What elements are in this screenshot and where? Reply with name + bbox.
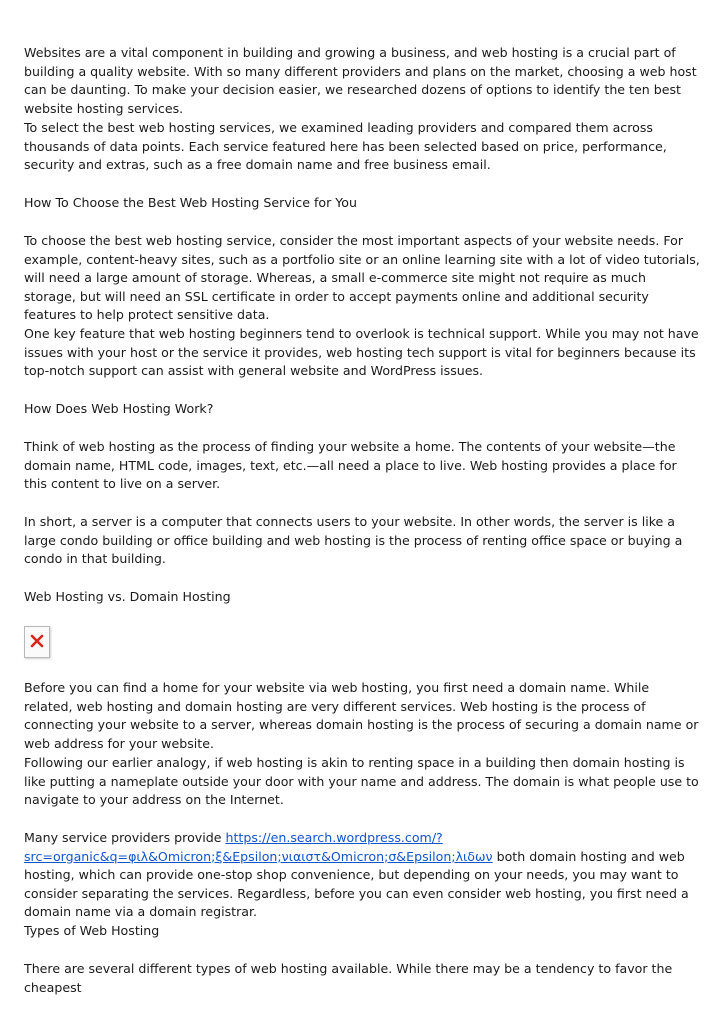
paragraph-selection-method: To select the best web hosting services, we examined leading providers and compared them across thousands of data points. Each service featured here has been selected based on price, performance, security and extras, such as a free domain name and free business email. <box>24 120 667 172</box>
broken-image-icon <box>24 626 50 658</box>
heading-how-hosting-works: How Does Web Hosting Work? <box>24 401 214 416</box>
paragraph-text-before-link: Many service providers provide <box>24 830 226 845</box>
paragraph-domain-name: Before you can find a home for your website via web hosting, you first need a domain name. While related, web hosting and domain hosting are very different services. Web hosting is the process of connecting your website to a server, whereas domain hosting is the process of securing a domain name or web address for your website. <box>24 680 699 751</box>
paragraph-intro: Websites are a vital component in building and growing a business, and web hosting is a crucial part of building a quality website. With so many different providers and plans on the market, choosing a web host can be daunting. To make your decision easier, we researched dozens of options to identify the ten best website hosting services. <box>24 45 697 116</box>
heading-types-of-hosting: Types of Web Hosting <box>24 923 160 938</box>
close-x-icon <box>29 633 45 649</box>
paragraph-service-providers <box>24 829 700 922</box>
paragraph-choose-service: To choose the best web hosting service, consider the most important aspects of your website needs. For example, content-heavy sites, such as a portfolio site or an online learning site with a lot of video tutorials, will need a large amount of storage. Whereas, a small e-commerce site might not require as much storage, but will need an SSL certificate in order to accept payments online and additional security features to help protect sensitive data. <box>24 233 700 322</box>
paragraph-server-definition: In short, a server is a computer that connects users to your website. In other words, the server is like a large condo building or office building and web hosting is the process of renting office space or buying a condo in that building. <box>24 514 683 566</box>
paragraph-types-intro: There are several different types of web hosting available. While there may be a tendency to favor the cheapest <box>24 961 673 995</box>
paragraph-text-after-link: both domain hosting and web hosting, which can provide one-stop shop convenience, but depending on your needs, you may want to consider separating the services. Regardless, before you can even consider web hosting, you first need a domain name via a domain registrar. <box>24 848 689 919</box>
wordpress-search-link[interactable]: https://en.search.wordpress.com/?src=organic&q=φιλ&Omicron;ξ&Epsilon;νιαιστ&Omicron;σ&Epsilon;λιδων <box>24 830 493 864</box>
paragraph-hosting-home: Think of web hosting as the process of finding your website a home. The contents of your website—the domain name, HTML code, images, text, etc.—all need a place to live. Web hosting provides a place for this content to live on a server. <box>24 439 677 491</box>
paragraph-analogy: Following our earlier analogy, if web hosting is akin to renting space in a building then domain hosting is like putting a nameplate outside your door with your name and address. The domain is what people use to navigate to your address on the Internet. <box>24 755 699 807</box>
heading-web-vs-domain: Web Hosting vs. Domain Hosting <box>24 589 231 604</box>
paragraph-technical-support: One key feature that web hosting beginners tend to overlook is technical support. While you may not have issues with your host or the service it provides, web hosting tech support is vital for beginners because its top-notch support can assist with general website and WordPress issues. <box>24 326 699 378</box>
heading-how-to-choose: How To Choose the Best Web Hosting Service for You <box>24 195 357 210</box>
